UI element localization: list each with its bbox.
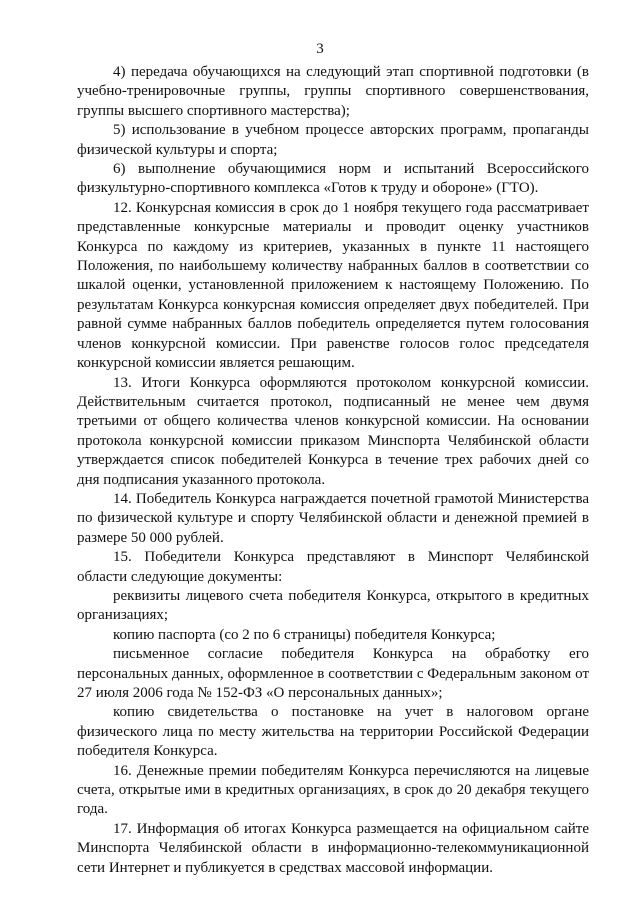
paragraph-doc-tax: копию свидетельства о постановке на учет в налоговом органе физического лица по месту жительства на территории Российской Федерации победителя Конкурса. bbox=[77, 704, 589, 760]
paragraph-doc-account: реквизиты лицевого счета победителя Конкурса, открытого в кредитных организациях; bbox=[77, 587, 589, 624]
paragraph-clause-12: 12. Конкурсная комиссия в срок до 1 ноября текущего года рассматривает представленные конкурсные материалы и проводит оценку участников Конкурса по каждому из критериев, указанных в пункте 11 настоящего Положения, по наибольшему количеству набранных баллов в соответствии со шкалой оценки, установленной приложением к настоящему Положению. По результатам Конкурса конкурсная комиссия определяет двух победителей. При равной сумме набранных баллов победитель определяется путем голосования членов конкурсной комиссии. При равенстве голосов голос председателя конкурсной комиссии является решающим. bbox=[77, 199, 589, 372]
paragraph-doc-passport: копию паспорта (со 2 по 6 страницы) победителя Конкурса; bbox=[113, 626, 496, 643]
paragraph-clause-16: 16. Денежные премии победителям Конкурса перечисляются на лицевые счета, открытые ими в кредитных организациях, в срок до 20 декабря текущего года. bbox=[77, 762, 589, 818]
paragraph-clause-14: 14. Победитель Конкурса награждается почетной грамотой Министерства по физической культуре и спорту Челябинской области и денежной премией в размере 50 000 рублей. bbox=[77, 490, 589, 546]
paragraph-item-6: 6) выполнение обучающимися норм и испытаний Всероссийского физкультурно-спортивного комплекса «Готов к труду и обороне» (ГТО). bbox=[77, 161, 589, 197]
paragraph-doc-consent: письменное согласие победителя Конкурса на обработку его персональных данных, оформленное в соответствии с Федеральным законом от 27 июля 2006 года № 152-ФЗ «О персональных данных»; bbox=[77, 646, 589, 701]
paragraph-clause-15: 15. Победители Конкурса представляют в Минспорт Челябинской области следующие документы: bbox=[77, 549, 589, 585]
document-body bbox=[77, 63, 589, 878]
page-number: 3 bbox=[316, 41, 324, 57]
paragraph-item-5: 5) использование в учебном процессе авторских программ, пропаганды физической культуры и спорта; bbox=[77, 122, 589, 158]
paragraph-item-4: 4) передача обучающихся на следующий этап спортивной подготовки (в учебно-тренировочные группы, группы спортивного совершенствования, группы высшего спортивного мастерства); bbox=[77, 64, 589, 119]
paragraph-clause-13: 13. Итоги Конкурса оформляются протоколом конкурсной комиссии. Действительным считается протокол, подписанный не менее чем двумя третьими от общего количества членов конкурсной комиссии. На основании протокола конкурсной комиссии приказом Минспорта Челябинской области утверждается список победителей Конкурса в течение трех рабочих дней со дня подписания указанного протокола. bbox=[77, 374, 589, 488]
paragraph-clause-17: 17. Информация об итогах Конкурса размещается на официальном сайте Минспорта Челябинской области в информационно-телекоммуникационной сети Интернет и публикуется в средствах массовой информации. bbox=[77, 820, 589, 876]
